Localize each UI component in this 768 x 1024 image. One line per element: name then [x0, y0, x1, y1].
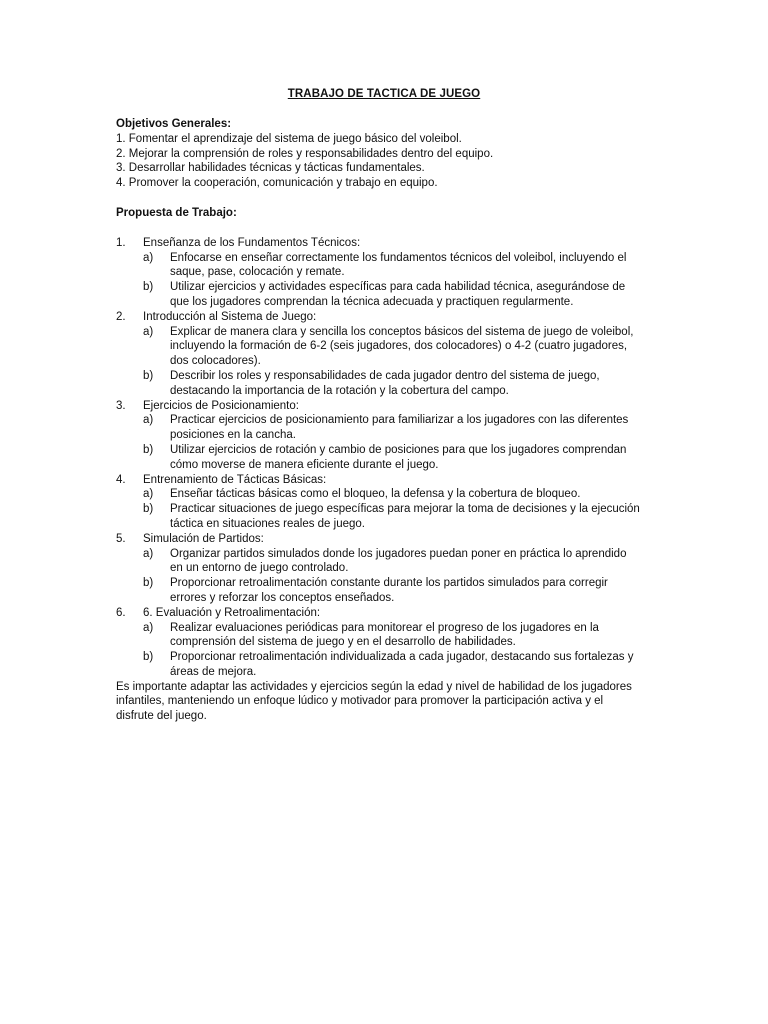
- closing-line: Es importante adaptar las actividades y ejercicios según la edad y nivel de habilidad de los jugadores: [116, 680, 632, 693]
- propuesta-subitem: [116, 325, 656, 369]
- objetivo-item: 4. Promover la cooperación, comunicación y trabajo en equipo.: [116, 177, 438, 190]
- propuesta-subitem-line: que los jugadores comprendan la técnica adecuada y practiquen regularmente.: [170, 295, 574, 308]
- spacer: [116, 221, 656, 236]
- propuesta-subitem-marker: a): [143, 488, 154, 501]
- document-body: [116, 117, 656, 724]
- objetivos-heading: Objetivos Generales:: [116, 118, 232, 130]
- objetivo-item: 3. Desarrollar habilidades técnicas y tácticas fundamentales.: [116, 162, 425, 175]
- closing-line: disfrute del juego.: [116, 710, 207, 723]
- propuesta-subitem-line: táctica en situaciones reales de juego.: [170, 517, 365, 530]
- propuesta-subitem: [116, 621, 656, 651]
- propuesta-subitem-line: destacando la importancia de la rotación y la cobertura del campo.: [170, 384, 509, 397]
- propuesta-subitem-marker: a): [143, 325, 154, 338]
- propuesta-item-number: 1.: [116, 236, 126, 249]
- propuesta-subitem-marker: b): [143, 443, 154, 456]
- propuesta-subitem: [116, 547, 656, 577]
- propuesta-subitem-line: Proporcionar retroalimentación constante durante los partidos simulados para corregir: [170, 577, 608, 590]
- propuesta-subitem-marker: b): [143, 503, 154, 516]
- propuesta-list: [116, 236, 656, 680]
- propuesta-item-number: 2.: [116, 310, 126, 323]
- objetivos-list: [116, 132, 656, 191]
- propuesta-subitem: [116, 369, 656, 399]
- propuesta-subitem-line: Enseñar tácticas básicas como el bloqueo, la defensa y la cobertura de bloqueo.: [170, 488, 581, 501]
- objetivo-item: 2. Mejorar la comprensión de roles y responsabilidades dentro del equipo.: [116, 147, 494, 160]
- propuesta-subitem: [116, 251, 656, 281]
- propuesta-subitem-line: áreas de mejora.: [170, 665, 257, 678]
- propuesta-item-title: Entrenamiento de Tácticas Básicas:: [143, 473, 327, 486]
- propuesta-item: [116, 399, 656, 414]
- propuesta-subitem: [116, 650, 656, 680]
- spacer: [116, 191, 656, 206]
- propuesta-item-number: 3.: [116, 399, 126, 412]
- propuesta-item-title: Introducción al Sistema de Juego:: [143, 310, 317, 323]
- propuesta-item-number: 4.: [116, 473, 126, 486]
- propuesta-subitem-marker: b): [143, 369, 154, 382]
- closing-line: infantiles, manteniendo un enfoque lúdico y motivador para promover la participación activa y el: [116, 695, 604, 708]
- propuesta-heading: Propuesta de Trabajo:: [116, 206, 237, 219]
- propuesta-subitem-line: dos colocadores).: [170, 355, 261, 368]
- propuesta-subitem: [116, 576, 656, 606]
- propuesta-subitem-marker: b): [143, 651, 154, 664]
- propuesta-subitem-line: Describir los roles y responsabilidades de cada jugador dentro del sistema de juego,: [170, 369, 600, 382]
- propuesta-subitem-line: cómo moverse de manera eficiente durante el juego.: [170, 458, 439, 471]
- propuesta-subitem-line: Practicar situaciones de juego específicas para mejorar la toma de decisiones y la ejecución: [170, 503, 640, 516]
- closing-paragraph: [116, 680, 656, 724]
- propuesta-subitem-line: Practicar ejercicios de posicionamiento para familiarizar a los jugadores con las diferentes: [170, 414, 629, 427]
- propuesta-subitem-marker: a): [143, 621, 154, 634]
- propuesta-item-title: Simulación de Partidos:: [143, 532, 264, 545]
- propuesta-subitem-marker: a): [143, 251, 154, 264]
- document-title: TRABAJO DE TACTICA DE JUEGO: [287, 88, 481, 100]
- propuesta-subitem-line: saque, pase, colocación y remate.: [170, 266, 345, 279]
- propuesta-subitem-marker: b): [143, 577, 154, 590]
- propuesta-item: [116, 532, 656, 547]
- propuesta-item-title: Enseñanza de los Fundamentos Técnicos:: [143, 236, 361, 249]
- propuesta-subitem-line: comprensión del sistema de juego y en el desarrollo de habilidades.: [170, 636, 516, 649]
- propuesta-item-title: 6. Evaluación y Retroalimentación:: [143, 606, 321, 619]
- propuesta-subitem-line: errores y reforzar los conceptos enseñados.: [170, 591, 395, 604]
- propuesta-subitem: [116, 502, 656, 532]
- propuesta-subitem-line: Explicar de manera clara y sencilla los conceptos básicos del sistema de juego de voleibol,: [170, 325, 634, 338]
- propuesta-item-number: 5.: [116, 532, 126, 545]
- propuesta-subitem-line: Proporcionar retroalimentación individualizada a cada jugador, destacando sus fortalezas y: [170, 651, 634, 664]
- propuesta-subitem-line: Organizar partidos simulados donde los jugadores puedan poner en práctica lo aprendido: [170, 547, 627, 560]
- propuesta-item-number: 6.: [116, 606, 126, 619]
- propuesta-item: [116, 236, 656, 251]
- propuesta-subitem-marker: a): [143, 414, 154, 427]
- propuesta-subitem-line: Utilizar ejercicios de rotación y cambio de posiciones para que los jugadores comprendan: [170, 443, 627, 456]
- propuesta-subitem-line: Realizar evaluaciones periódicas para monitorear el progreso de los jugadores en la: [170, 621, 599, 634]
- propuesta-subitem: [116, 443, 656, 473]
- propuesta-subitem-marker: a): [143, 547, 154, 560]
- propuesta-subitem-marker: b): [143, 281, 154, 294]
- propuesta-subitem-line: incluyendo la formación de 6-2 (seis jugadores, dos colocadores) o 4-2 (cuatro jugadores,: [170, 340, 628, 353]
- propuesta-item: [116, 310, 656, 325]
- propuesta-subitem-line: posiciones en la cancha.: [170, 429, 296, 442]
- propuesta-subitem: [116, 280, 656, 310]
- propuesta-subitem-line: Enfocarse en enseñar correctamente los fundamentos técnicos del voleibol, incluyendo el: [170, 251, 627, 264]
- propuesta-subitem-line: en un entorno de juego controlado.: [170, 562, 349, 575]
- propuesta-item: [116, 606, 656, 621]
- propuesta-subitem: [116, 413, 656, 443]
- objetivo-item: 1. Fomentar el aprendizaje del sistema de juego básico del voleibol.: [116, 132, 462, 145]
- propuesta-subitem: [116, 487, 656, 502]
- propuesta-subitem-line: Utilizar ejercicios y actividades específicas para cada habilidad técnica, asegurándose de: [170, 281, 626, 294]
- propuesta-item: [116, 473, 656, 488]
- propuesta-item-title: Ejercicios de Posicionamiento:: [143, 399, 299, 412]
